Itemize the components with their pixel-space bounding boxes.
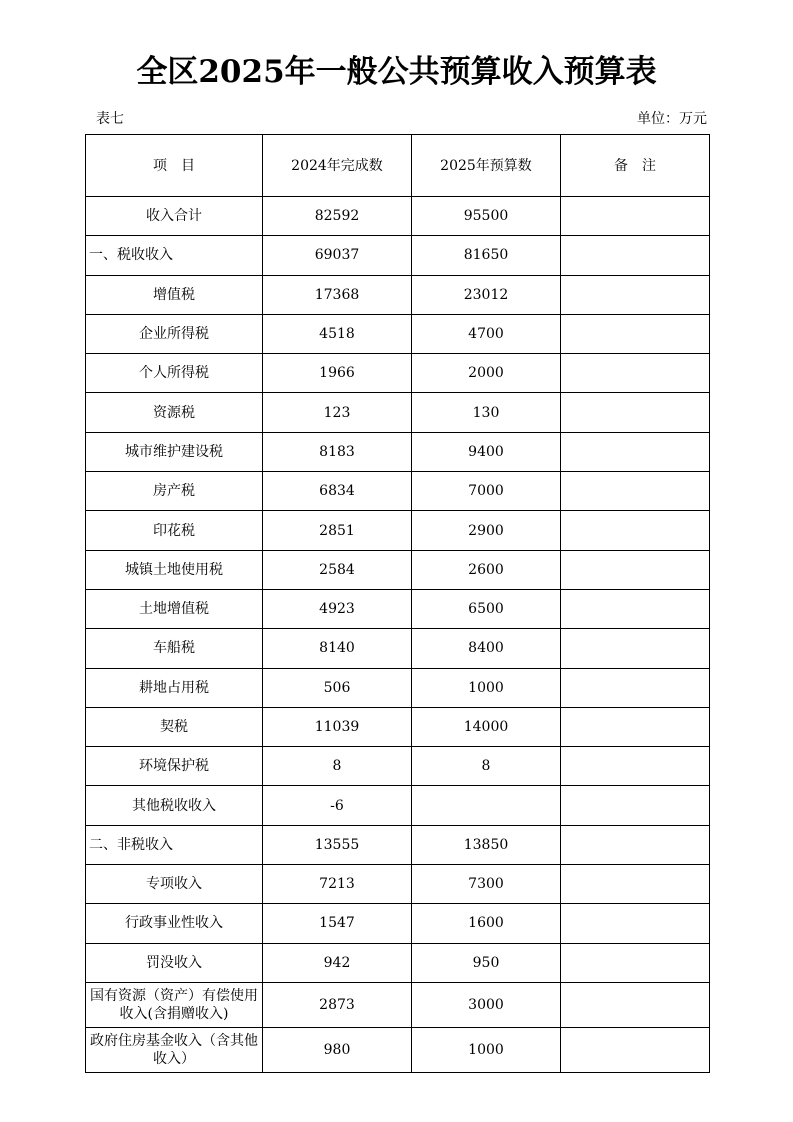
item-2025: 130 xyxy=(412,393,561,432)
item-note xyxy=(561,432,710,471)
table-row xyxy=(86,747,710,786)
item-note xyxy=(561,943,710,982)
item-note xyxy=(561,511,710,550)
section-2024: 13555 xyxy=(263,825,412,864)
item-note xyxy=(561,354,710,393)
table-row xyxy=(86,589,710,628)
item-note xyxy=(561,865,710,904)
total-row xyxy=(86,197,710,236)
item-name: 专项收入 xyxy=(86,865,263,904)
table-row xyxy=(86,668,710,707)
item-2025: 23012 xyxy=(412,275,561,314)
item-2024: 980 xyxy=(263,1027,412,1072)
page-title: 全区2025年一般公共预算收入预算表 xyxy=(136,54,657,90)
total-2024: 82592 xyxy=(263,197,412,236)
item-2025: 2600 xyxy=(412,550,561,589)
table-row xyxy=(86,786,710,825)
item-2025: 3000 xyxy=(412,982,561,1027)
item-note xyxy=(561,472,710,511)
item-note xyxy=(561,314,710,353)
table-row xyxy=(86,707,710,746)
section-row-tax xyxy=(86,236,710,275)
item-name: 其他税收收入 xyxy=(86,786,263,825)
item-2025 xyxy=(412,786,561,825)
item-2024: 2873 xyxy=(263,982,412,1027)
section-row-nontax xyxy=(86,825,710,864)
table-row xyxy=(86,629,710,668)
table-row xyxy=(86,275,710,314)
item-2024: 506 xyxy=(263,668,412,707)
item-name: 资源税 xyxy=(86,393,263,432)
item-name: 行政事业性收入 xyxy=(86,904,263,943)
table-row xyxy=(86,982,710,1027)
item-2025: 9400 xyxy=(412,432,561,471)
table-label: 表七 xyxy=(96,111,124,127)
section-note xyxy=(561,825,710,864)
item-2024: 6834 xyxy=(263,472,412,511)
item-name: 房产税 xyxy=(86,472,263,511)
item-name: 印花税 xyxy=(86,511,263,550)
table-row xyxy=(86,393,710,432)
item-note xyxy=(561,786,710,825)
item-note xyxy=(561,1027,710,1072)
table-row xyxy=(86,1027,710,1072)
item-2024: 942 xyxy=(263,943,412,982)
header-item: 项 目 xyxy=(86,135,263,197)
item-2024: 2584 xyxy=(263,550,412,589)
header-2024: 2024年完成数 xyxy=(263,135,412,197)
item-2024: 8140 xyxy=(263,629,412,668)
item-2025: 2000 xyxy=(412,354,561,393)
section-2025: 13850 xyxy=(412,825,561,864)
budget-table xyxy=(85,134,710,1073)
item-2024: 11039 xyxy=(263,707,412,746)
item-name: 城市维护建设税 xyxy=(86,432,263,471)
item-name: 环境保护税 xyxy=(86,747,263,786)
table-row xyxy=(86,865,710,904)
section-name: 一、税收收入 xyxy=(86,236,263,275)
section-2024: 69037 xyxy=(263,236,412,275)
table-row xyxy=(86,314,710,353)
item-2025: 14000 xyxy=(412,707,561,746)
total-2025: 95500 xyxy=(412,197,561,236)
section-2025: 81650 xyxy=(412,236,561,275)
item-note xyxy=(561,668,710,707)
item-2025: 7000 xyxy=(412,472,561,511)
item-2024: 1966 xyxy=(263,354,412,393)
item-note xyxy=(561,982,710,1027)
item-name: 个人所得税 xyxy=(86,354,263,393)
item-note xyxy=(561,393,710,432)
item-2025: 8 xyxy=(412,747,561,786)
item-2024: 2851 xyxy=(263,511,412,550)
item-note xyxy=(561,904,710,943)
item-2025: 1600 xyxy=(412,904,561,943)
table-header-row xyxy=(86,135,710,197)
item-2024: 8 xyxy=(263,747,412,786)
item-2025: 6500 xyxy=(412,589,561,628)
item-note xyxy=(561,629,710,668)
table-row xyxy=(86,550,710,589)
item-2025: 1000 xyxy=(412,668,561,707)
item-name: 契税 xyxy=(86,707,263,746)
header-2025: 2025年预算数 xyxy=(412,135,561,197)
item-2024: 4923 xyxy=(263,589,412,628)
header-note: 备 注 xyxy=(561,135,710,197)
table-row xyxy=(86,511,710,550)
item-name: 车船税 xyxy=(86,629,263,668)
item-note xyxy=(561,550,710,589)
item-2024: 17368 xyxy=(263,275,412,314)
item-name: 土地增值税 xyxy=(86,589,263,628)
item-2024: 123 xyxy=(263,393,412,432)
section-note xyxy=(561,236,710,275)
item-note xyxy=(561,707,710,746)
table-row xyxy=(86,904,710,943)
total-name: 收入合计 xyxy=(86,197,263,236)
item-name: 政府住房基金收入（含其他收入） xyxy=(86,1027,263,1072)
section-name: 二、非税收入 xyxy=(86,825,263,864)
item-2024: 8183 xyxy=(263,432,412,471)
table-row xyxy=(86,472,710,511)
item-name: 罚没收入 xyxy=(86,943,263,982)
item-name: 耕地占用税 xyxy=(86,668,263,707)
item-note xyxy=(561,589,710,628)
unit-label: 单位：万元 xyxy=(637,111,707,127)
total-note xyxy=(561,197,710,236)
item-2025: 7300 xyxy=(412,865,561,904)
item-2024: 1547 xyxy=(263,904,412,943)
item-name: 增值税 xyxy=(86,275,263,314)
item-note xyxy=(561,275,710,314)
item-2024: 4518 xyxy=(263,314,412,353)
item-2025: 2900 xyxy=(412,511,561,550)
table-row xyxy=(86,943,710,982)
item-2024: 7213 xyxy=(263,865,412,904)
table-row xyxy=(86,354,710,393)
item-name: 城镇土地使用税 xyxy=(86,550,263,589)
item-name: 国有资源（资产）有偿使用收入(含捐赠收入) xyxy=(86,982,263,1027)
item-2024: -6 xyxy=(263,786,412,825)
item-note xyxy=(561,747,710,786)
table-row xyxy=(86,432,710,471)
item-2025: 4700 xyxy=(412,314,561,353)
item-2025: 1000 xyxy=(412,1027,561,1072)
item-2025: 950 xyxy=(412,943,561,982)
item-2025: 8400 xyxy=(412,629,561,668)
item-name: 企业所得税 xyxy=(86,314,263,353)
